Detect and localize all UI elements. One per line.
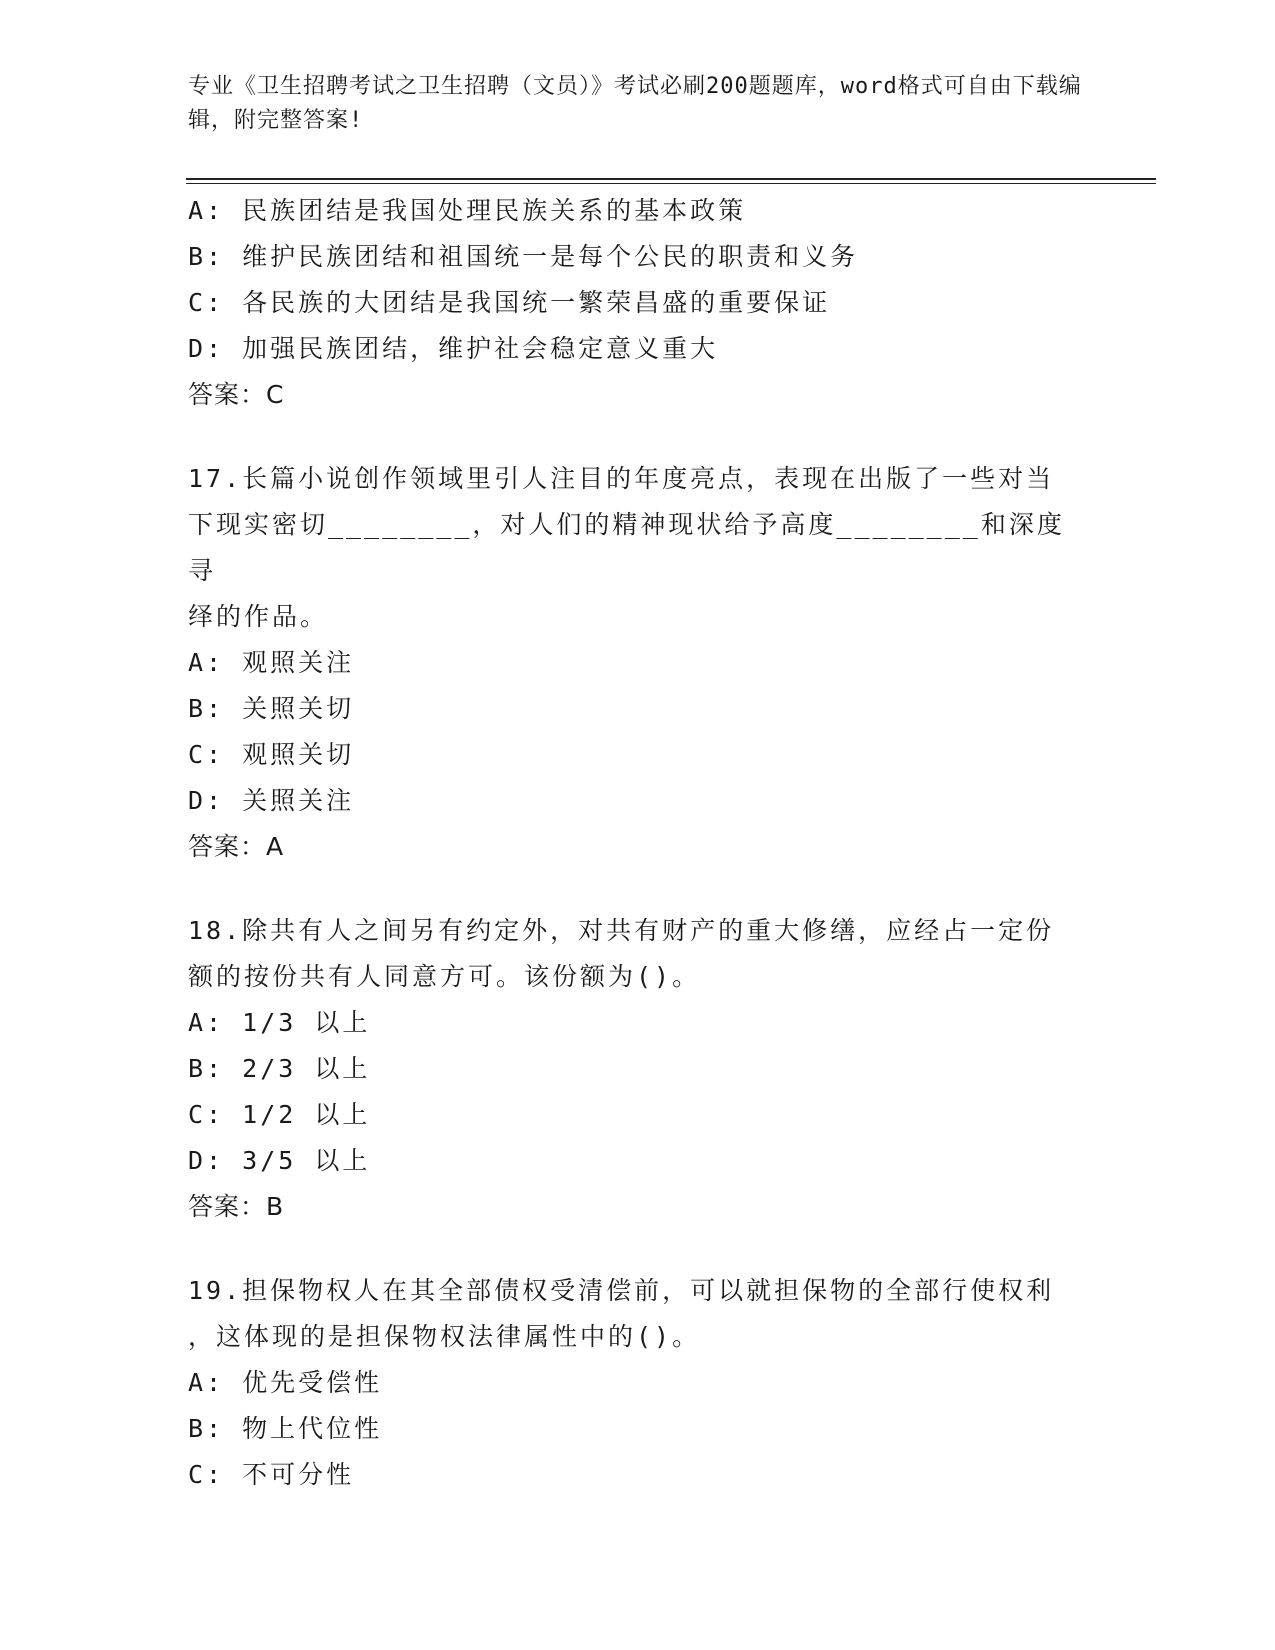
- option-b: B: 关照关切: [188, 694, 355, 723]
- question-text-line: 17.长篇小说创作领域里引人注目的年度亮点，表现在出版了一些对当: [188, 464, 1055, 493]
- question-text-line: 下现实密切________，对人们的精神现状给予高度________和深度寻: [188, 510, 1065, 585]
- question-text-line: 绎的作品。: [188, 602, 329, 631]
- answer: 答案：B: [188, 1192, 285, 1221]
- option-a: A: 观照关注: [188, 648, 355, 677]
- option-c: C: 不可分性: [188, 1460, 355, 1489]
- question-text-line: ，这体现的是担保物权法律属性中的()。: [188, 1322, 701, 1351]
- option-d: D: 加强民族团结，维护社会稳定意义重大: [188, 334, 719, 363]
- option-a: A: 优先受偿性: [188, 1368, 383, 1397]
- option-c: C: 各民族的大团结是我国统一繁荣昌盛的重要保证: [188, 288, 831, 317]
- option-c: C: 1/2 以上: [188, 1100, 371, 1129]
- answer: 答案：A: [188, 832, 285, 861]
- option-a: A: 1/3 以上: [188, 1008, 371, 1037]
- header-rule: [186, 178, 1156, 180]
- document-header: 专业《卫生招聘考试之卫生招聘（文员）》考试必刷200题题库，word格式可自由下载编辑，附完整答案!: [188, 74, 1082, 133]
- question-text-line: 18.除共有人之间另有约定外，对共有财产的重大修缮，应经占一定份: [188, 916, 1055, 945]
- question-text-line: 额的按份共有人同意方可。该份额为()。: [188, 962, 701, 991]
- option-b: B: 2/3 以上: [188, 1054, 371, 1083]
- question-text-line: 19.担保物权人在其全部债权受清偿前，可以就担保物的全部行使权利: [188, 1276, 1055, 1305]
- option-b: B: 维护民族团结和祖国统一是每个公民的职责和义务: [188, 242, 859, 271]
- header-rule-thin: [186, 183, 1156, 184]
- question-17: [188, 456, 1088, 870]
- option-d: D: 3/5 以上: [188, 1146, 371, 1175]
- option-d: D: 关照关注: [188, 786, 355, 815]
- option-b: B: 物上代位性: [188, 1414, 383, 1443]
- question-list: [188, 188, 1088, 1498]
- option-a: A: 民族团结是我国处理民族关系的基本政策: [188, 196, 747, 225]
- question-19: [188, 1268, 1088, 1498]
- answer: 答案：C: [188, 380, 285, 409]
- question-18: [188, 908, 1088, 1230]
- question-16: [188, 188, 1088, 418]
- option-c: C: 观照关切: [188, 740, 355, 769]
